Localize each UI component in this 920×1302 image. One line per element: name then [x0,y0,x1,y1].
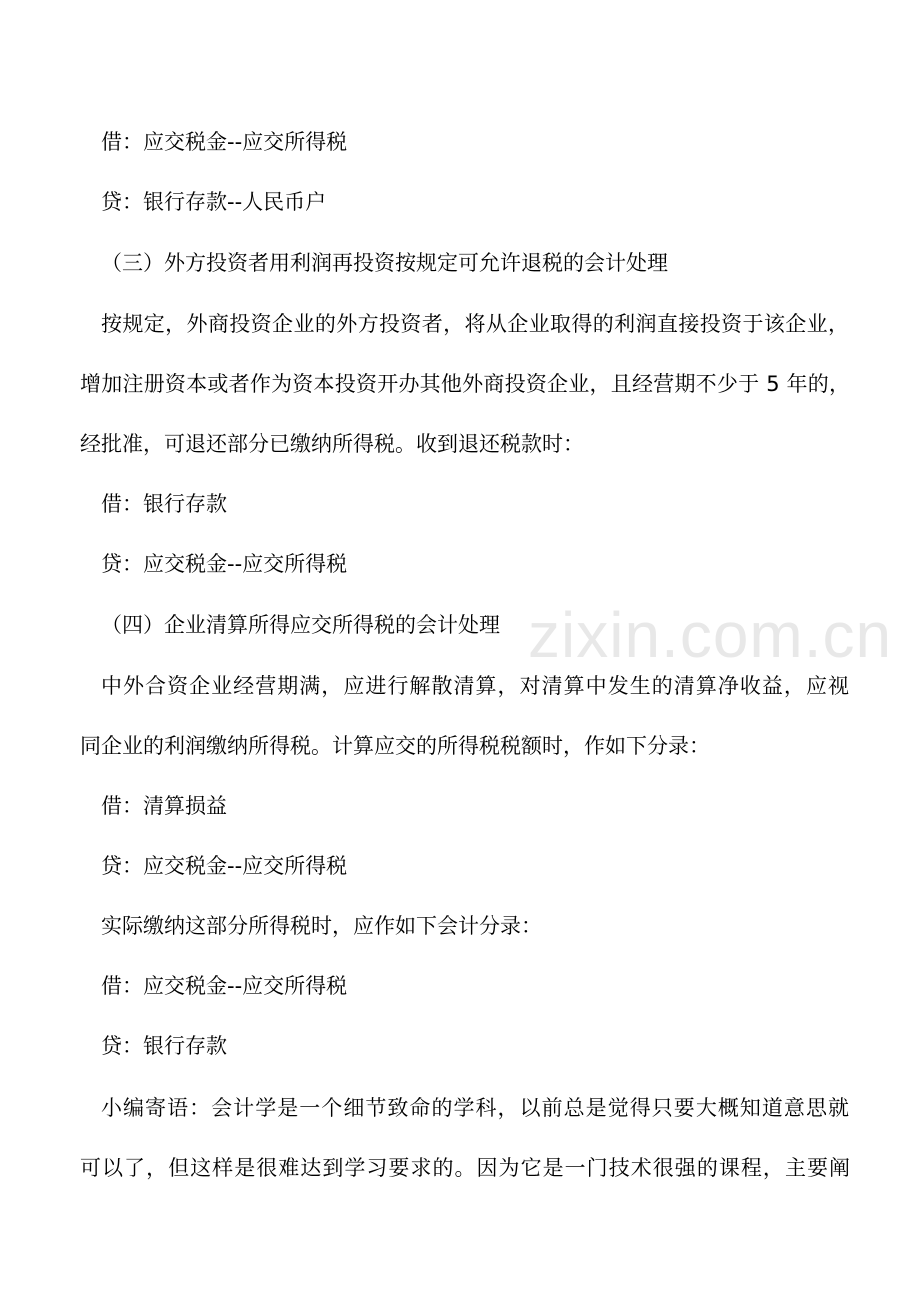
paragraph-line: 经批准，可退还部分已缴纳所得税。收到退还税款时： [80,432,584,456]
paragraph-line: 实际缴纳这部分所得税时，应作如下会计分录： [101,914,542,938]
credit-line: 贷：银行存款 [101,1034,227,1058]
debit-line: 借：应交税金--应交所得税 [101,974,348,998]
debit-line: 借：银行存款 [101,492,227,516]
debit-line: 借：清算损益 [101,794,227,818]
paragraph-line: 中外合资企业经营期满，应进行解散清算，对清算中发生的清算净收益，应视 [101,674,849,698]
editor-note-line: 可以了，但这样是很难达到学习要求的。因为它是一门技术很强的课程，主要阐 [80,1156,850,1180]
credit-line: 贷：应交税金--应交所得税 [101,854,348,878]
section-heading-4: （四）企业清算所得应交所得税的会计处理 [101,613,500,637]
section-heading-3: （三）外方投资者用利润再投资按规定可允许退税的会计处理 [101,251,668,275]
paragraph-line: 增加注册资本或者作为资本投资开办其他外商投资企业，且经营期不少于 5 年的， [80,372,850,396]
debit-line: 借：应交税金--应交所得税 [101,130,348,154]
editor-note-line: 小编寄语：会计学是一个细节致命的学科，以前总是觉得只要大概知道意思就 [101,1096,849,1120]
credit-line: 贷：银行存款--人民币户 [101,190,327,214]
credit-line: 贷：应交税金--应交所得税 [101,552,348,576]
paragraph-line: 同企业的利润缴纳所得税。计算应交的所得税税额时，作如下分录： [80,734,710,758]
paragraph-line: 按规定，外商投资企业的外方投资者，将从企业取得的利润直接投资于该企业， [101,312,849,336]
watermark: zixin.com.cn [528,599,893,671]
